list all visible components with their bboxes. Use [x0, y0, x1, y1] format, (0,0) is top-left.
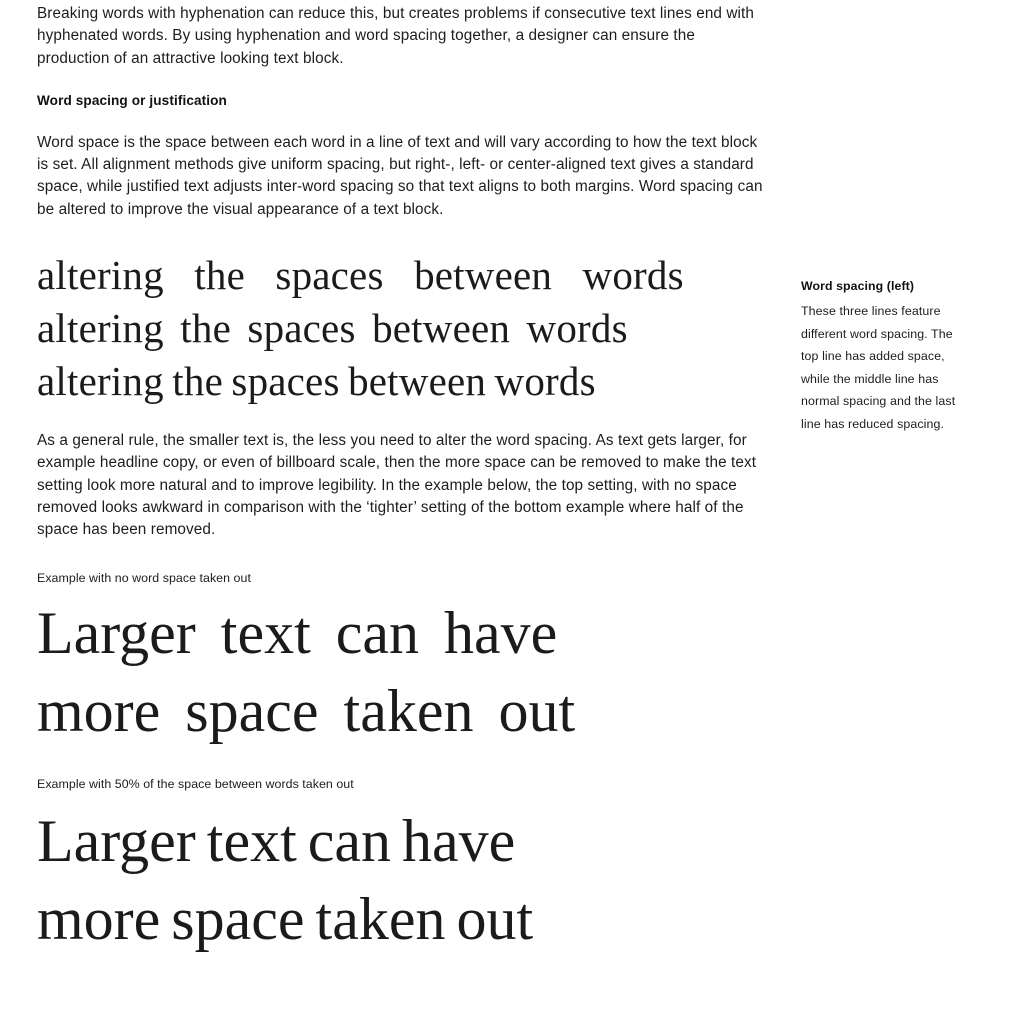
paragraph-general-rule: As a general rule, the smaller text is, the less you need to alter the word spacing. As text gets larger, for example headline copy, or even of billboard scale, then the more space can be removed to make the text setting look more natural and to improve legibility. In the example below, the top setting, with no space removed looks awkward in comparison with the ‘tighter’ setting of the bottom example where half of the space has been removed. [37, 432, 757, 539]
spacer [37, 221, 769, 249]
spacer [37, 586, 769, 594]
specimen-line-normal-space: altering the spaces between words [37, 305, 628, 352]
sidebar-note [801, 279, 961, 435]
spacer [37, 542, 769, 570]
spacer [37, 108, 769, 132]
spacer [37, 70, 769, 93]
spacer [37, 408, 769, 430]
specimen-line-added-space: altering the spaces between words [37, 252, 684, 299]
main-text-column [37, 0, 769, 958]
intro-paragraph: Breaking words with hyphenation can reduce this, but creates problems if consecutive text lines end with hyphenated words. By using hyphenation and word spacing together, a designer can ensure the production of an attractive looking text block. [37, 5, 754, 67]
specimen-line-reduced-space: altering the spaces between words [37, 358, 596, 405]
paragraph-word-space-definition: Word space is the space between each word in a line of text and will vary according to how the text block is set. All alignment methods give uniform spacing, but right-, left- or center-aligned text gives a standard space, while justified text adjusts inter-word spacing so that text aligns to both margins. Word spacing can be altered to improve the visual appearance of a text block. [37, 133, 763, 218]
large-specimen-2-line-1: Larger text can have [37, 807, 516, 874]
large-specimen-2-line-2: more space taken out [37, 885, 534, 952]
caption-fifty-percent-removed: Example with 50% of the space between words taken out [37, 776, 354, 791]
caption-no-space-removed: Example with no word space taken out [37, 570, 251, 585]
spacer [37, 792, 769, 802]
section-subheading: Word spacing or justification [37, 92, 227, 108]
sidebar-note-body: These three lines feature different word spacing. The top line has added space, while the middle line has normal spacing and the last line has reduced spacing. [801, 304, 956, 431]
large-specimen-1-line-2: more space taken out [37, 677, 576, 744]
sidebar-note-title: Word spacing (left) [801, 279, 915, 293]
large-specimen-1-line-1: Larger text can have [37, 599, 558, 666]
spacer [37, 750, 769, 776]
